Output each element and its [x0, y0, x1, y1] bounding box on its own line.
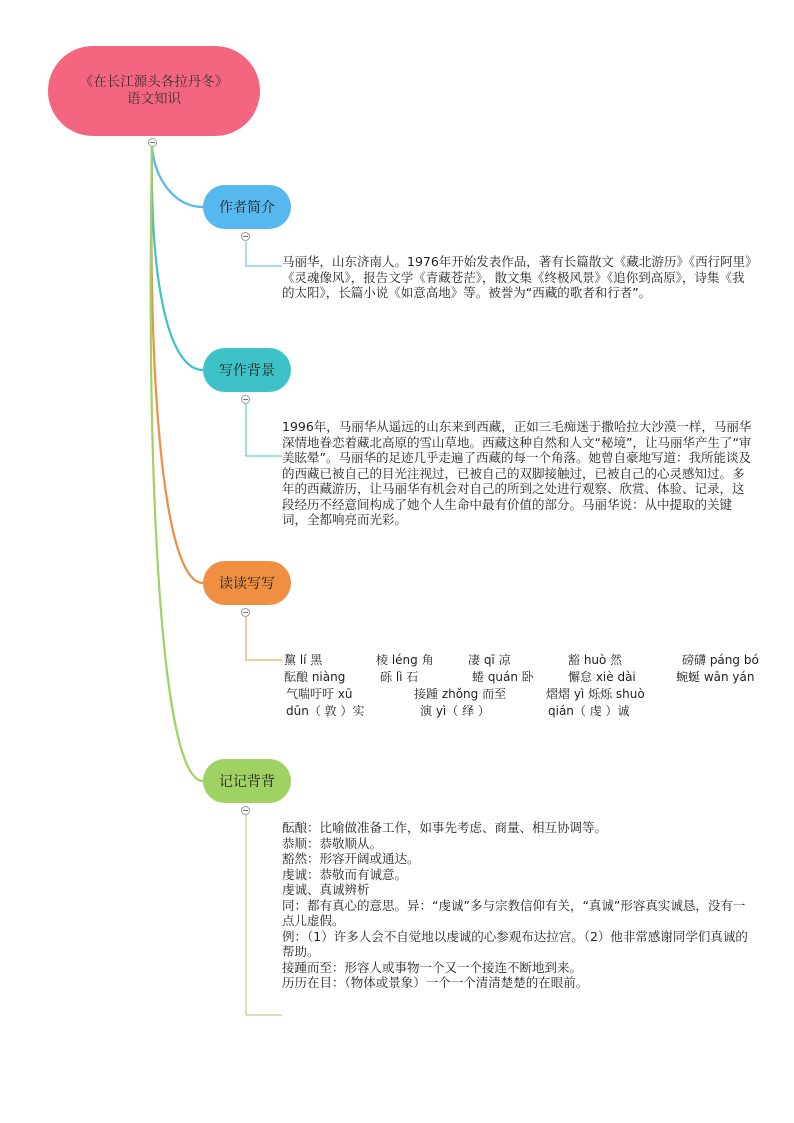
branch-author-intro[interactable]: [203, 185, 291, 229]
memorize-line: 虔诚、真诚辨析: [282, 882, 370, 897]
branch-author-intro-label: 作者简介: [219, 200, 275, 216]
memorize-line: 豁然：形容开阔或通达。: [282, 851, 420, 866]
memorize-line: 接踵而至：形容人或事物一个又一个接连不断地到来。: [282, 959, 583, 975]
connector-reading-note: [246, 617, 282, 660]
author-collapse-toggle[interactable]: [241, 232, 250, 241]
vocab-item: dūn（ 敦 ）实: [286, 704, 365, 718]
memorize-line: 同：都有真心的意思。异：“虔诚”多与宗教信仰有关，“真诚”形容真实诚恳，没有一点儿虚假。: [282, 897, 746, 928]
branch-read-write[interactable]: [203, 561, 291, 605]
root-title-line2: 语文知识: [127, 91, 181, 107]
root-title-line1: 《在长江源头各拉丹冬》: [79, 74, 229, 90]
vocab-item: 懈怠 xiè dài: [568, 670, 636, 684]
root-collapse-toggle[interactable]: [148, 138, 157, 147]
writing-background-note: [282, 419, 752, 528]
memorize-collapse-toggle[interactable]: [241, 806, 250, 815]
vocab-item: qián（ 虔 ）诚: [548, 704, 630, 718]
reading-collapse-toggle[interactable]: [241, 608, 250, 617]
vocab-item: 棱 léng 角: [376, 653, 434, 667]
vocab-row: [284, 686, 774, 703]
vocab-item: 蜿蜒 wān yán: [676, 670, 755, 684]
vocab-row: [284, 669, 774, 686]
connector-root-to-background: [152, 147, 203, 370]
vocab-item: 蜷 quán 卧: [472, 670, 534, 684]
vocab-item: 气喘吁吁 xū: [286, 687, 353, 701]
vocab-list: [284, 652, 774, 720]
vocab-item: 黧 lí 黑: [284, 653, 323, 667]
branch-read-write-label: 读读写写: [219, 576, 275, 592]
memorize-note: [282, 820, 752, 991]
branch-memorize[interactable]: [203, 759, 291, 803]
writing-background-text: 1996年，马丽华从遥远的山东来到西藏，正如三毛痴迷于撒哈拉大沙漠一样，马丽华深情地眷恋着藏北高原的雪山草地。西藏这种自然和人文“秘境”，让马丽华产生了“审美眩晕”。马丽华的足迹几乎走遍了西藏的每一个角落。她曾自豪地写道：我所能谈及的西藏已被自己的目光注视过，已被自己的双脚接触过，已被自己的心灵感知过。多年的西藏游历，让马丽华有机会对自己的所到之处进行观察、欣赏、体验、记录，这段经历不经意间构成了她个人生命中最有价值的部分。马丽华说：从中提取的关键词，全都响亮而光彩。: [282, 419, 752, 527]
author-intro-text: 马丽华，山东济南人。1976年开始发表作品，著有长篇散文《藏北游历》《西行阿里》《灵魂像风》，报告文学《青藏苍茫》，散文集《终极风景》《追你到高原》，诗集《我的太阳》，长篇小说《如意高地》等。被誉为“西藏的歌者和行者”。: [282, 254, 752, 300]
connector-memorize-note: [246, 815, 282, 1015]
vocab-row: [284, 703, 774, 720]
connector-root-to-reading: [151, 147, 203, 583]
branch-writing-background[interactable]: [203, 348, 291, 392]
connector-root-to-author: [152, 147, 203, 207]
vocab-item: 凄 qī 凉: [468, 653, 511, 667]
vocab-item: 熠熠 yì 烁烁 shuò: [546, 687, 645, 701]
vocab-item: 酝酿 niàng: [284, 670, 346, 684]
background-collapse-toggle[interactable]: [241, 395, 250, 404]
vocab-item: 接踵 zhǒng 而至: [414, 687, 507, 701]
connector-root-to-memorize: [151, 147, 203, 781]
vocab-item: 演 yì（ 绎 ）: [420, 704, 490, 718]
memorize-line: 虔诚：恭敬而有诚意。: [282, 866, 408, 882]
author-intro-note: [282, 254, 752, 301]
memorize-line: 历历在目：（物体或景象）一个一个清清楚楚的在眼前。: [282, 975, 589, 990]
vocab-item: 磅礴 páng bó: [682, 653, 759, 667]
memorize-line: 酝酿：比喻做准备工作，如事先考虑、商量、相互协调等。: [282, 820, 608, 835]
branch-writing-background-label: 写作背景: [219, 363, 275, 379]
vocab-item: 砾 lì 石: [380, 670, 419, 684]
vocab-row: [284, 652, 774, 669]
memorize-line: 恭顺：恭敬顺从。: [282, 835, 383, 851]
vocab-item: 豁 huò 然: [568, 653, 623, 667]
memorize-line: 例：（1）许多人会不自觉地以虔诚的心参观布达拉宫。（2）他非常感谢同学们真诚的帮助。: [282, 928, 748, 959]
branch-memorize-label: 记记背背: [219, 774, 275, 790]
root-topic[interactable]: [48, 46, 260, 136]
connector-background-note: [246, 404, 282, 456]
connector-author-note: [246, 242, 282, 266]
